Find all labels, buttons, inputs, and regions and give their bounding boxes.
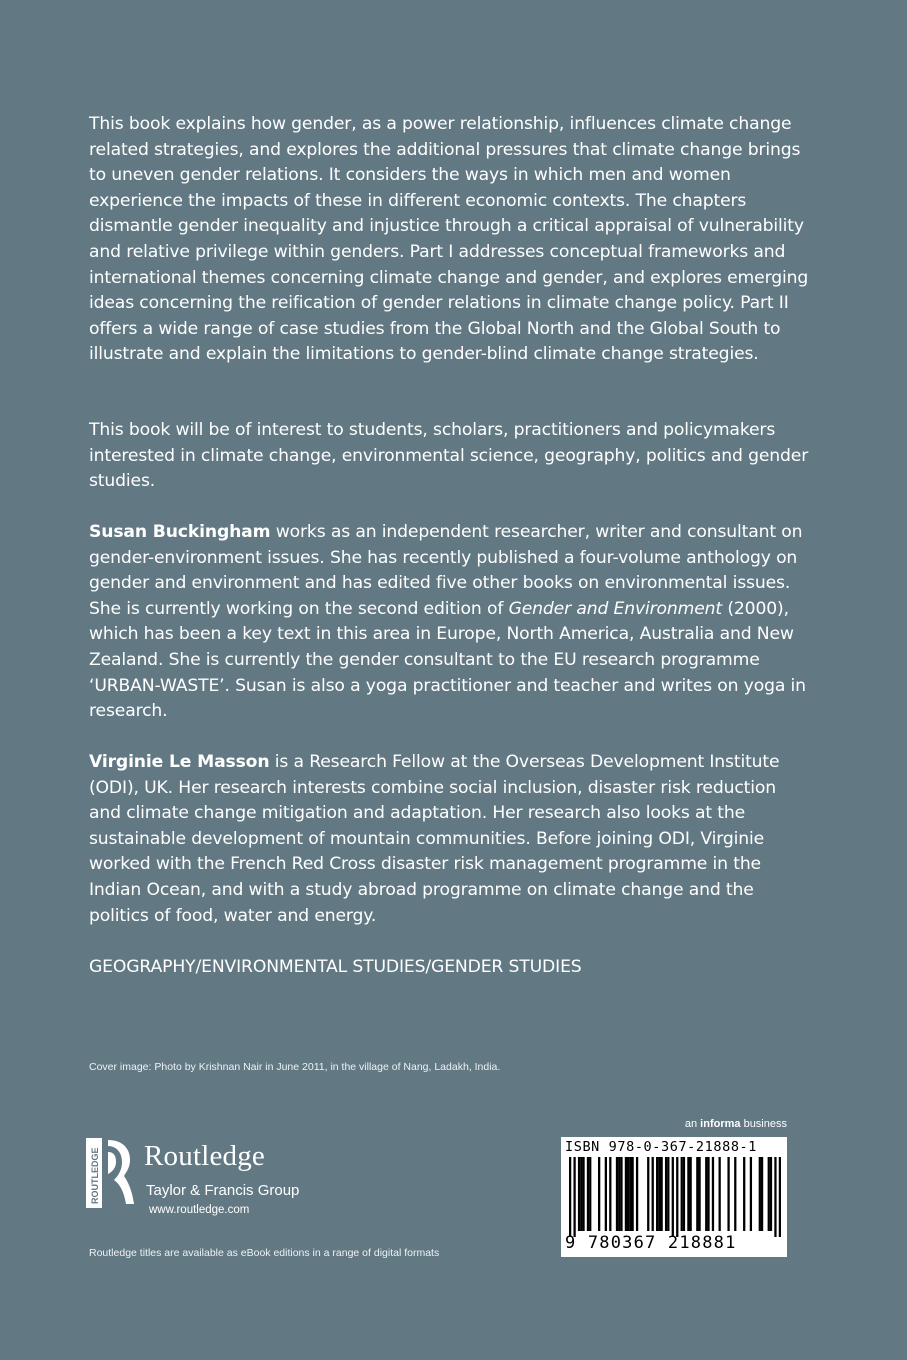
barcode-bar (625, 1157, 627, 1231)
barcode-bar (761, 1157, 763, 1231)
author-name: Susan Buckingham (89, 522, 271, 542)
routledge-mark-text: ROUTLEDGE (90, 1147, 100, 1204)
barcode-bar (672, 1157, 674, 1237)
barcode-bar (774, 1157, 776, 1237)
barcode-bar (687, 1157, 689, 1231)
barcode-bar (631, 1157, 633, 1231)
author-bio-text: works as an independent researcher, writer and consultant on gender-environment issues. She has recently published a four-volume anthology on gender and environment and has edited five other books on environmental issues. She is currently working on the second edition of (89, 522, 803, 619)
barcode-bar (768, 1157, 770, 1231)
routledge-head-icon (86, 1138, 136, 1208)
barcode-bar (582, 1157, 584, 1231)
barcode-bar (696, 1157, 698, 1231)
barcode-bar (647, 1157, 649, 1231)
author-bio-le-masson (89, 750, 809, 929)
isbn-barcode (561, 1137, 787, 1257)
barcode-bar (652, 1157, 654, 1231)
barcode-bar (727, 1157, 729, 1231)
barcode-bar (734, 1157, 736, 1231)
barcode-bar (660, 1157, 662, 1231)
publisher-url: www.routledge.com (149, 1204, 250, 1216)
barcode-bar (707, 1157, 709, 1231)
barcode-bar (698, 1157, 700, 1231)
barcode-bar (743, 1157, 745, 1231)
description-paragraph-1: This book explains how gender, as a power relationship, influences climate change related strategies, and explores the additional pressures that climate change brings to uneven gender relations. It considers the ways in which men and women experience the impacts of these in different economic contexts. The chapters dismantle gender inequality and injustice through a critical appraisal of vulnerability and relative privilege within genders. Part I addresses conceptual frameworks and international themes concerning climate change and gender, and explores emerging ideas concerning the reification of gender relations in climate change policy. Part II offers a wide range of case studies from the Global North and the Global South to illustrate and explain the limitations to gender-blind climate change strategies. (89, 114, 809, 365)
barcode-bar (705, 1157, 707, 1231)
author-bio-text: (2000), which has been a key text in this area in Europe, North America, Australia and New Zealand. She is currently the gender consultant to the EU research programme ‘URBAN-WASTE’. Susan is also a yoga practitioner and teacher and writes on yoga in research. (89, 598, 806, 722)
barcode-bar (759, 1157, 761, 1231)
barcode-bar (620, 1157, 622, 1231)
publisher-group: Taylor & Francis Group (146, 1182, 300, 1199)
barcode-bar (750, 1157, 752, 1231)
barcode-bar (690, 1157, 692, 1231)
barcode-bar (676, 1157, 678, 1237)
barcode-bar (605, 1157, 607, 1231)
barcode-bar (665, 1157, 667, 1231)
barcode-bar (683, 1157, 685, 1231)
routledge-logo (86, 1138, 326, 1228)
barcode-bar (636, 1157, 638, 1231)
barcode-bar (627, 1157, 629, 1231)
barcode-bar (598, 1157, 600, 1231)
cover-image-credit: Cover image: Photo by Krishnan Nair in June 2011, in the village of Nang, Ladakh, India. (89, 1061, 501, 1073)
barcode-bar (629, 1157, 631, 1231)
description-paragraph-2: This book will be of interest to students, scholars, practitioners and policymakers interested in climate change, environmental science, geography, politics and gender studies. (89, 420, 809, 492)
barcode-bar (667, 1157, 669, 1231)
informa-suffix: business (740, 1118, 787, 1130)
barcode-bar (587, 1157, 589, 1231)
ebook-note: Routledge titles are available as eBook editions in a range of digital formats (89, 1247, 440, 1259)
isbn-digits: 9 780367 218881 (565, 1233, 737, 1253)
book-title: Gender and Environment (508, 598, 722, 619)
informa-tagline (685, 1118, 787, 1130)
barcode-bar (573, 1157, 575, 1237)
barcode-bar (712, 1157, 714, 1231)
barcode-bars (569, 1157, 781, 1237)
author-name: Virginie Le Masson (89, 752, 270, 772)
barcode-bar (681, 1157, 683, 1231)
informa-brand: informa (700, 1118, 741, 1130)
author-bio-text: is a Research Fellow at the Overseas Development Institute (ODI), UK. Her research interests combine social inclusion, disaster risk reduction and climate change mitigation and adaptation. Her research also looks at the sustainable development of mountain communities. Before joining ODI, Virginie worked with the French Red Cross disaster risk management programme in the Indian Ocean, and with a study abroad programme on climate change and the politics of food, water and energy. (89, 752, 780, 926)
barcode-bar (658, 1157, 660, 1231)
barcode-bar (589, 1157, 591, 1231)
barcode-bar (580, 1157, 582, 1231)
barcode-bar (569, 1157, 571, 1237)
barcode-bar (616, 1157, 618, 1231)
subject-category: GEOGRAPHY/ENVIRONMENTAL STUDIES/GENDER STUDIES (89, 957, 582, 977)
barcode-bar (618, 1157, 620, 1231)
informa-prefix: an (684, 1118, 701, 1130)
barcode-bar (719, 1157, 721, 1231)
barcode-bar (609, 1157, 611, 1231)
barcode-bar (770, 1157, 772, 1231)
barcode-bar (578, 1157, 580, 1231)
author-bio-buckingham (89, 520, 809, 725)
barcode-bar (656, 1157, 658, 1231)
publisher-name: Routledge (144, 1140, 266, 1172)
isbn-label: ISBN 978-0-367-21888-1 (565, 1139, 758, 1155)
barcode-bar (779, 1157, 781, 1237)
